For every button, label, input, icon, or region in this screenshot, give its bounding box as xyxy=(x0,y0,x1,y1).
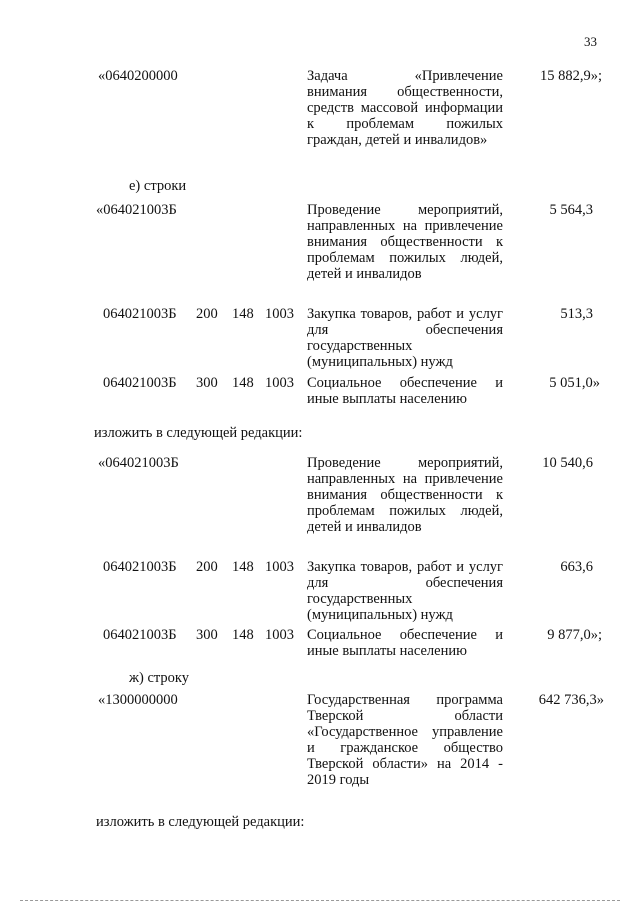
ministry-code: 148 xyxy=(232,627,254,643)
budget-amount: 10 540,6 xyxy=(542,455,593,471)
section-note: ж) строку xyxy=(129,670,190,686)
budget-item-description: Задача «Привлечение внимания общественности, средств массовой информации к проблемам пожилых граждан, детей и инвалидов» xyxy=(307,68,503,148)
section-code: 1003 xyxy=(265,627,294,643)
budget-amount: 642 736,3» xyxy=(538,692,604,708)
budget-code: «064021003Б xyxy=(96,202,177,218)
page-number: 33 xyxy=(584,34,597,49)
budget-code: «064021003Б xyxy=(98,455,179,471)
expense-type-code: 200 xyxy=(196,306,218,322)
budget-item-description: Проведение мероприятий, направленных на привлечение внимания общественности к проблемам пожилых людей, детей и инвалидов xyxy=(307,202,503,282)
budget-amount: 663,6 xyxy=(560,559,593,575)
budget-item-description: Проведение мероприятий, направленных на привлечение внимания общественности к проблемам пожилых людей, детей и инвалидов xyxy=(307,455,503,535)
budget-item-description: Закупка товаров, работ и услуг для обеспечения государственных (муниципальных) нужд xyxy=(307,306,503,370)
budget-code: «0640200000 xyxy=(98,68,178,84)
section-note: изложить в следующей редакции: xyxy=(94,425,303,441)
section-note: е) строки xyxy=(129,178,187,194)
budget-item-description: Государственная программа Тверской области «Государственное управление и гражданское общество Тверской области» на 2014 - 2019 годы xyxy=(307,692,503,788)
budget-item-description: Закупка товаров, работ и услуг для обеспечения государственных (муниципальных) нужд xyxy=(307,559,503,623)
budget-amount: 5 564,3 xyxy=(549,202,593,218)
section-code: 1003 xyxy=(265,306,294,322)
expense-type-code: 200 xyxy=(196,559,218,575)
section-code: 1003 xyxy=(265,375,294,391)
budget-item-description: Социальное обеспечение и иные выплаты населению xyxy=(307,627,503,659)
budget-code: 064021003Б xyxy=(103,375,177,391)
ministry-code: 148 xyxy=(232,375,254,391)
budget-code: 064021003Б xyxy=(103,559,177,575)
ministry-code: 148 xyxy=(232,559,254,575)
budget-amount: 15 882,9»; xyxy=(539,68,602,84)
ministry-code: 148 xyxy=(232,306,254,322)
budget-item-description: Социальное обеспечение и иные выплаты населению xyxy=(307,375,503,407)
budget-code: «1300000000 xyxy=(98,692,178,708)
expense-type-code: 300 xyxy=(196,627,218,643)
budget-code: 064021003Б xyxy=(103,627,177,643)
section-code: 1003 xyxy=(265,559,294,575)
budget-amount: 9 877,0»; xyxy=(547,627,602,643)
budget-amount: 5 051,0» xyxy=(549,375,600,391)
budget-amount: 513,3 xyxy=(560,306,593,322)
section-note: изложить в следующей редакции: xyxy=(96,814,305,830)
expense-type-code: 300 xyxy=(196,375,218,391)
budget-code: 064021003Б xyxy=(103,306,177,322)
page-bottom-edge xyxy=(20,900,620,902)
